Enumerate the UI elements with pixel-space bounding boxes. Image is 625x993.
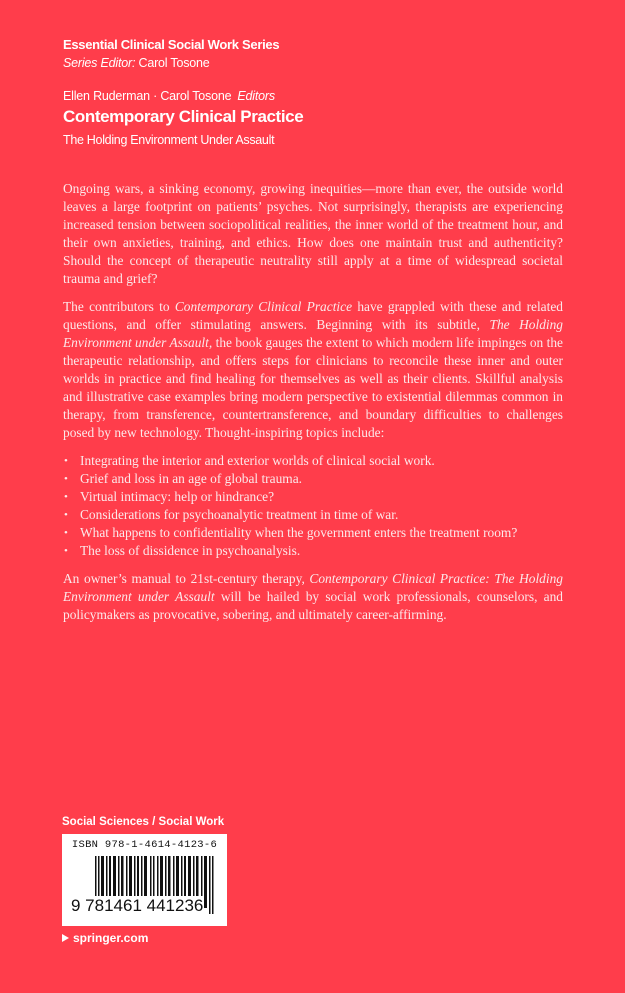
play-arrow-icon: [62, 934, 69, 942]
category-label: Social Sciences / Social Work: [62, 816, 225, 828]
blurb-paragraph-2: [63, 298, 563, 442]
text-run: An owner’s manual to 21st-century therapy,: [63, 571, 310, 586]
book-title: Contemporary Clinical Practice: [63, 107, 304, 126]
series-editor: [63, 56, 210, 70]
text-run: The contributors to: [63, 299, 175, 314]
subtitle-italic: The Holding Environment under Assault,: [63, 317, 563, 350]
series-editor-name: Carol Tosone: [138, 56, 210, 70]
editors-label: Editors: [237, 89, 275, 103]
isbn-barcode: [62, 834, 227, 926]
springer-link[interactable]: [62, 931, 148, 945]
topic-item: • Grief and loss in an age of global trauma.: [63, 470, 563, 488]
topic-item: • What happens to confidentiality when the government enters the treatment room?: [63, 524, 563, 542]
book-title-italic: Contemporary Clinical Practice: [174, 299, 353, 314]
barcode-digits: [70, 896, 204, 916]
topic-item: • Virtual intimacy: help or hindrance?: [63, 488, 563, 506]
series-editor-label: Series Editor:: [63, 56, 136, 70]
blurb-paragraph-3: [63, 570, 563, 624]
text-run: will be hailed by social work professionals, counselors, and policymakers as provocative, sobering, and ultimately career-affirming.: [63, 589, 563, 622]
editors-names: Ellen Ruderman · Carol Tosone: [63, 89, 232, 103]
blurb-paragraph-1: Ongoing wars, a sinking economy, growing inequities—more than ever, the outside world leaves a large footprint on patients’ psyches. Not surprisingly, therapists are experiencing increased tension between sociopolitical realities, the inner world of the treatment hour, and their own anxieties, training, and ethics. How does one maintain trust and authenticity? Should the concept of therapeutic neutrality still apply at a time of widespread societal trauma and grief?: [63, 181, 563, 286]
topic-item: • Considerations for psychoanalytic treatment in time of war.: [63, 506, 563, 524]
springer-link-text: springer.com: [73, 931, 149, 945]
blurb: [63, 180, 563, 634]
editors-line: [63, 89, 275, 103]
topic-item: • The loss of dissidence in psychoanalysis.: [63, 542, 563, 560]
isbn-text: ISBN 978-1-4614-4123-6: [71, 839, 218, 851]
topic-item: • Integrating the interior and exterior worlds of clinical social work.: [63, 452, 563, 470]
text-run: the book gauges the extent to which modern life impinges on the therapeutic relationship, and offers steps for clinicians to reconcile these inner and outer worlds in practice and find healing for themselves as well as their clients. Skillful analysis and illustrative case examples bring modern perspective to existential dilemmas common in therapy, from transference, countertransference, and boundary difficulties to challenges posed by new technology. Thought-inspiring topics include:: [63, 335, 563, 440]
text-run: have grappled with these and related questions, and offer stimulating answers. Beginning with its subtitle,: [63, 299, 563, 332]
series-title: Essential Clinical Social Work Series: [63, 37, 280, 52]
barcode-digits-text: 9 781461 441236: [71, 896, 204, 915]
topics-list: [63, 452, 563, 560]
full-title-italic: Contemporary Clinical Practice: The Holding Environment under Assault: [63, 571, 563, 604]
book-subtitle: The Holding Environment Under Assault: [63, 133, 275, 147]
